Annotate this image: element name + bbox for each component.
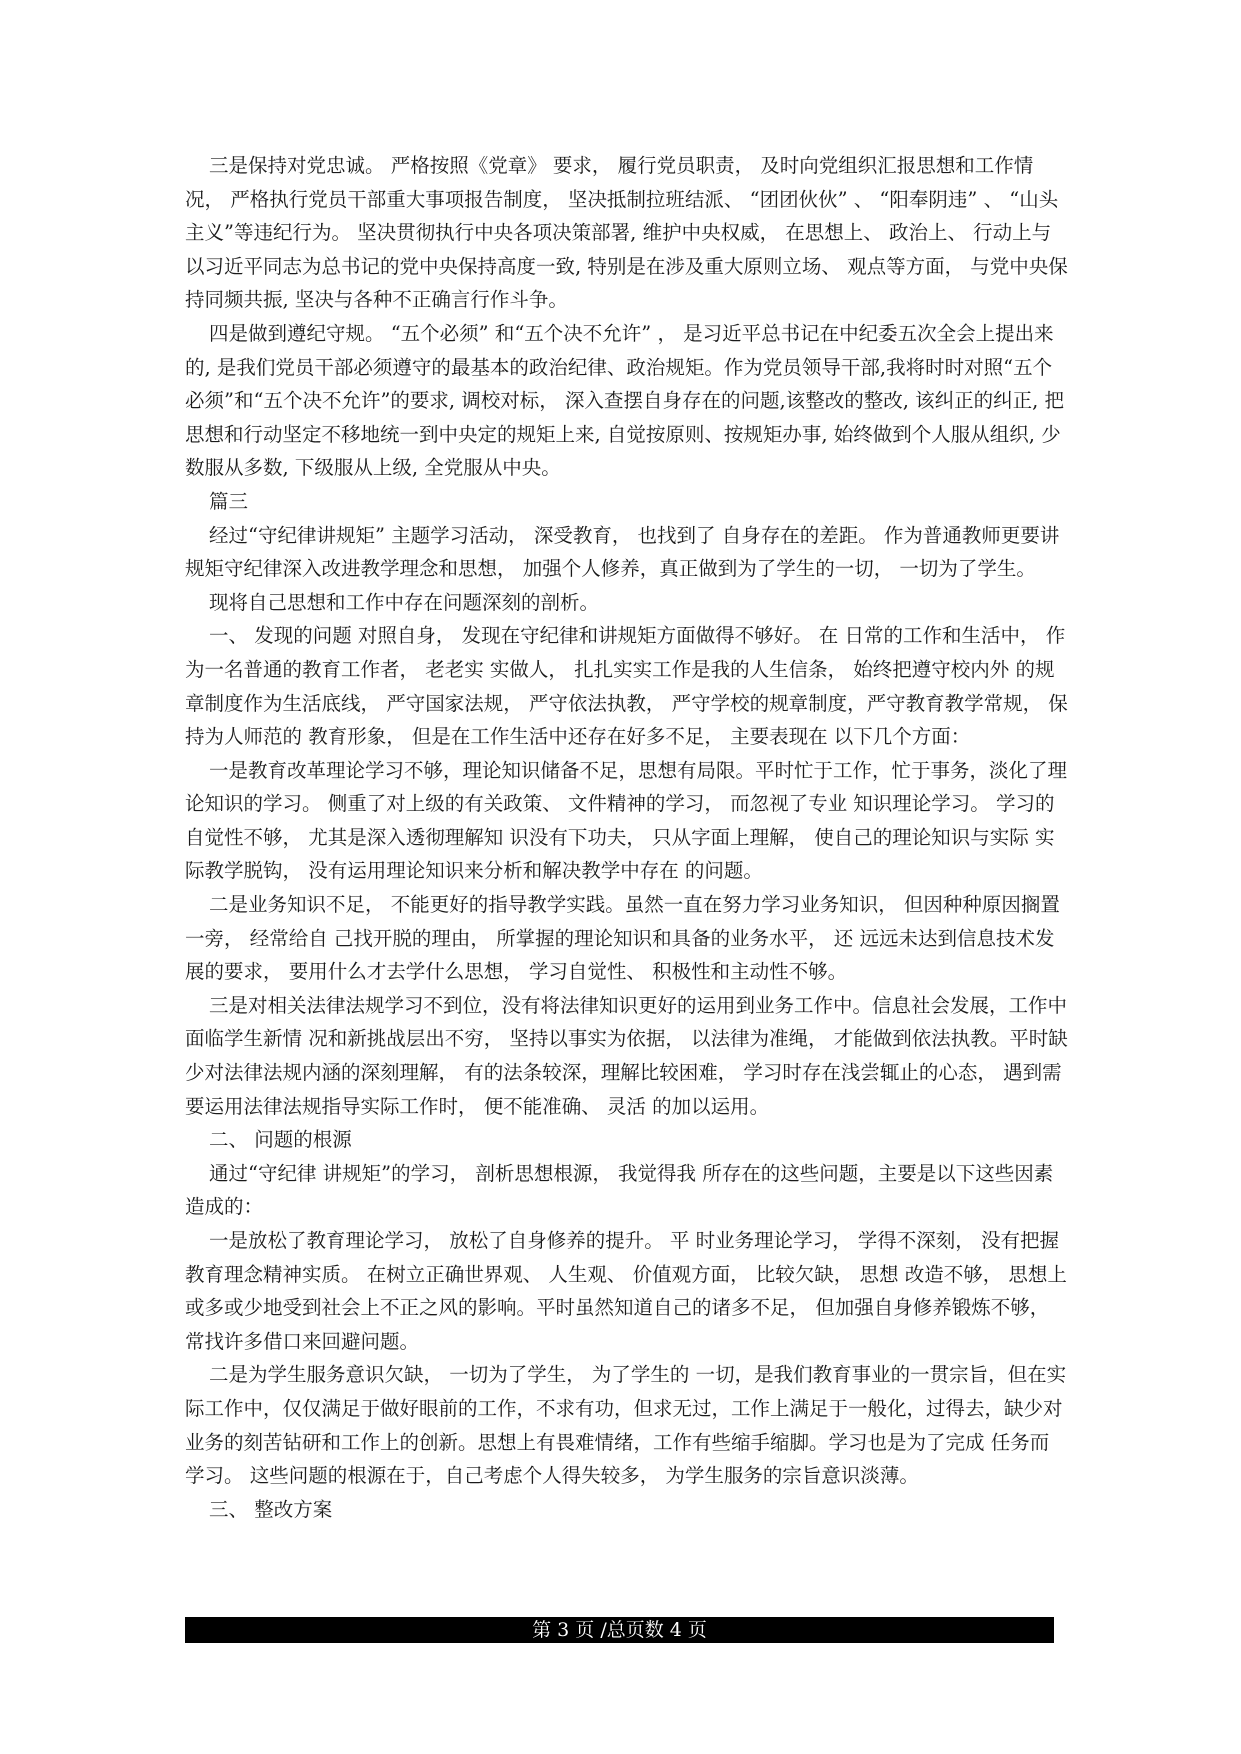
paragraph: 三是保持对党忠诚。 严格按照《党章》 要求， 履行党员职责， 及时向党组织汇报思想和工作情况， 严格执行党员干部重大事项报告制度， 坚决抵制拉班结派、 “团团伙伙” 、 “阳奉阴违” 、 “山头主义”等违纪行为。 坚决贯彻执行中央各项决策部署, 维护中央权威， 在思想上、 政治上、 行动上与以习近平同志为总书记的党中央保持高度一致, 特别是在涉及重大原则立场、 观点等方面， 与党中央保持同频共振, 坚决与各种不正确言行作斗争。 bbox=[185, 154, 1068, 312]
paragraph: 三是对相关法律法规学习不到位，没有将法律知识更好的运用到业务工作中。信息社会发展，工作中面临学生新情 况和新挑战层出不穷， 坚持以事实为依据， 以法律为准绳， 才能做到依法执教。平时缺少对法律法规内涵的深刻理解， 有的法条较深，理解比较困难， 学习时存在浅尝辄止的心态， 遇到需要运用法律法规指导实际工作时， 便不能准确、 灵活 的加以运用。 bbox=[185, 993, 1068, 1118]
paragraph: 通过“守纪律 讲规矩”的学习， 剖析思想根源， 我觉得我 所存在的这些问题，主要是以下这些因素造成的： bbox=[185, 1161, 1054, 1219]
paragraph: 一、 发现的问题 对照自身， 发现在守纪律和讲规矩方面做得不够好。 在 日常的工作和生活中， 作为一名普通的教育工作者， 老老实 实做人， 扎扎实实工作是我的人生信条， 始终把遵守校内外 的规章制度作为生活底线， 严守国家法规， 严守依法执教， 严守学校的规章制度，严守教育教学常规， 保持为人师范的 教育形象， 但是在工作生活中还存在好多不足， 主要表现在 以下几个方面： bbox=[185, 624, 1068, 749]
paragraph: 经过“守纪律讲规矩” 主题学习活动， 深受教育， 也找到了 自身存在的差距。 作为普通教师更要讲规矩守纪律深入改进教学理念和思想， 加强个人修养，真正做到为了学生的一切， 一切为了学生。 bbox=[185, 523, 1060, 581]
document-body bbox=[185, 149, 1068, 1526]
page-number: 第 3 页 /总页数 4 页 bbox=[532, 1619, 707, 1641]
section-heading: 二、 问题的根源 bbox=[209, 1128, 352, 1152]
paragraph: 二是业务知识不足， 不能更好的指导教学实践。虽然一直在努力学习业务知识， 但因种种原因搁置一旁， 经常给自 己找开脱的理由， 所掌握的理论知识和具备的业务水平， 还 远远未达到信息技术发展的要求， 要用什么才去学什么思想， 学习自觉性、 积极性和主动性不够。 bbox=[185, 893, 1060, 984]
section-heading: 三、 整改方案 bbox=[209, 1497, 333, 1521]
paragraph: 二是为学生服务意识欠缺， 一切为了学生， 为了学生的 一切，是我们教育事业的一贯宗旨，但在实际工作中，仅仅满足于做好眼前的工作，不求有功，但求无过，工作上满足于一般化，过得去，缺少对业务的刻苦钻研和工作上的创新。思想上有畏难情绪，工作有些缩手缩脚。学习也是为了完成 任务而学习。 这些问题的根源在于，自己考虑个人得失较多， 为学生服务的宗旨意识淡薄。 bbox=[185, 1363, 1067, 1488]
paragraph: 一是教育改革理论学习不够，理论知识储备不足，思想有局限。平时忙于工作，忙于事务，淡化了理论知识的学习。 侧重了对上级的有关政策、 文件精神的学习， 而忽视了专业 知识理论学习。 学习的自觉性不够， 尤其是深入透彻理解知 识没有下功夫， 只从字面上理解， 使自己的理论知识与实际 实际教学脱钩， 没有运用理论知识来分析和解决教学中存在 的问题。 bbox=[185, 758, 1068, 883]
paragraph: 一是放松了教育理论学习， 放松了自身修养的提升。 平 时业务理论学习， 学得不深刻， 没有把握教育理念精神实质。 在树立正确世界观、 人生观、 价值观方面， 比较欠缺， 思想 改造不够， 思想上或多或少地受到社会上不正之风的影响。平时虽然知道自己的诸多不足， 但加强自身修养锻炼不够， 常找许多借口来回避问题。 bbox=[185, 1229, 1067, 1353]
paragraph: 现将自己思想和工作中存在问题深刻的剖析。 bbox=[209, 590, 600, 614]
paragraph: 四是做到遵纪守规。 “五个必须” 和“五个决不允许” ， 是习近平总书记在中纪委五次全会上提出来的, 是我们党员干部必须遵守的最基本的政治纪律、政治规矩。作为党员领导干部,我将时时对照“五个必须”和“五个决不允许”的要求, 调校对标， 深入查摆自身存在的问题,该整改的整改, 该纠正的纠正, 把思想和行动坚定不移地统一到中央定的规矩上来, 自觉按原则、按规矩办事, 始终做到个人服从组织, 少数服从多数, 下级服从上级, 全党服从中央。 bbox=[185, 321, 1064, 480]
page-footer bbox=[185, 1617, 1054, 1643]
section-heading: 篇三 bbox=[209, 489, 249, 513]
